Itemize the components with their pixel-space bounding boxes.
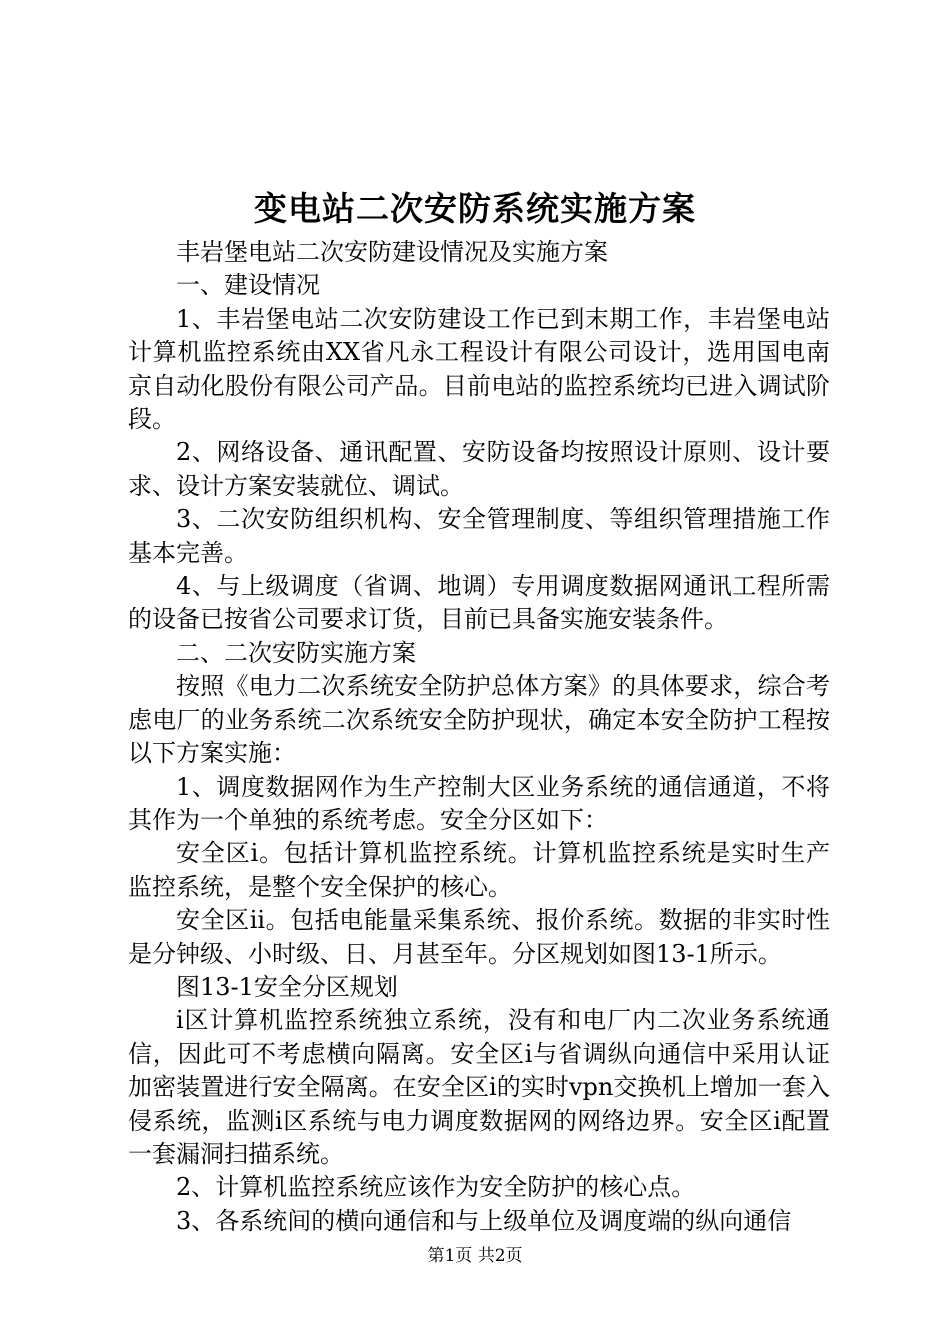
paragraph: 3、各系统间的横向通信和与上级单位及调度端的纵向通信 xyxy=(176,1206,792,1235)
paragraph: 2、网络设备、通讯配置、安防设备均按照设计原则、设计要求、设计方案安装就位、调试。 xyxy=(128,438,830,500)
paragraph: 2、计算机监控系统应该作为安全防护的核心点。 xyxy=(176,1173,696,1202)
paragraph: 安全区ii。包括电能量采集系统、报价系统。数据的非实时性是分钟级、小时级、日、月甚至年。分区规划如图13-1所示。 xyxy=(128,906,830,968)
paragraph: 4、与上级调度（省调、地调）专用调度数据网通讯工程所需的设备已按省公司要求订货，目前已具备实施安装条件。 xyxy=(128,572,830,634)
page-footer: 第1页 共2页 xyxy=(427,1246,523,1266)
document-title: 变电站二次安防系统实施方案 xyxy=(254,189,696,228)
section-heading-2: 二、二次安防实施方案 xyxy=(176,638,416,667)
paragraph: i区计算机监控系统独立系统，没有和电厂内二次业务系统通信，因此可不考虑横向隔离。安全区i与省调纵向通信中采用认证加密装置进行安全隔离。在安全区i的实时vpn交换机上增加一套入侵系统，监测i区系统与电力调度数据网的网络边界。安全区i配置一套漏洞扫描系统。 xyxy=(128,1006,830,1168)
document-body xyxy=(128,236,830,1238)
paragraph: 1、调度数据网作为生产控制大区业务系统的通信通道，不将其作为一个单独的系统考虑。安全分区如下： xyxy=(128,772,830,834)
section-heading-1: 一、建设情况 xyxy=(176,271,320,300)
paragraph: 按照《电力二次系统安全防护总体方案》的具体要求，综合考虑电厂的业务系统二次系统安全防护现状，确定本安全防护工程按以下方案实施： xyxy=(128,672,830,768)
paragraph: 3、二次安防组织机构、安全管理制度、等组织管理措施工作基本完善。 xyxy=(128,505,830,567)
paragraph: 安全区i。包括计算机监控系统。计算机监控系统是实时生产监控系统，是整个安全保护的核心。 xyxy=(128,839,830,901)
figure-caption: 图13-1安全分区规划 xyxy=(176,972,398,1001)
paragraph: 1、丰岩堡电站二次安防建设工作已到末期工作，丰岩堡电站计算机监控系统由XX省凡永工程设计有限公司设计，选用国电南京自动化股份有限公司产品。目前电站的监控系统均已进入调试阶段。 xyxy=(128,304,830,434)
paragraph-subtitle: 丰岩堡电站二次安防建设情况及实施方案 xyxy=(176,238,608,266)
